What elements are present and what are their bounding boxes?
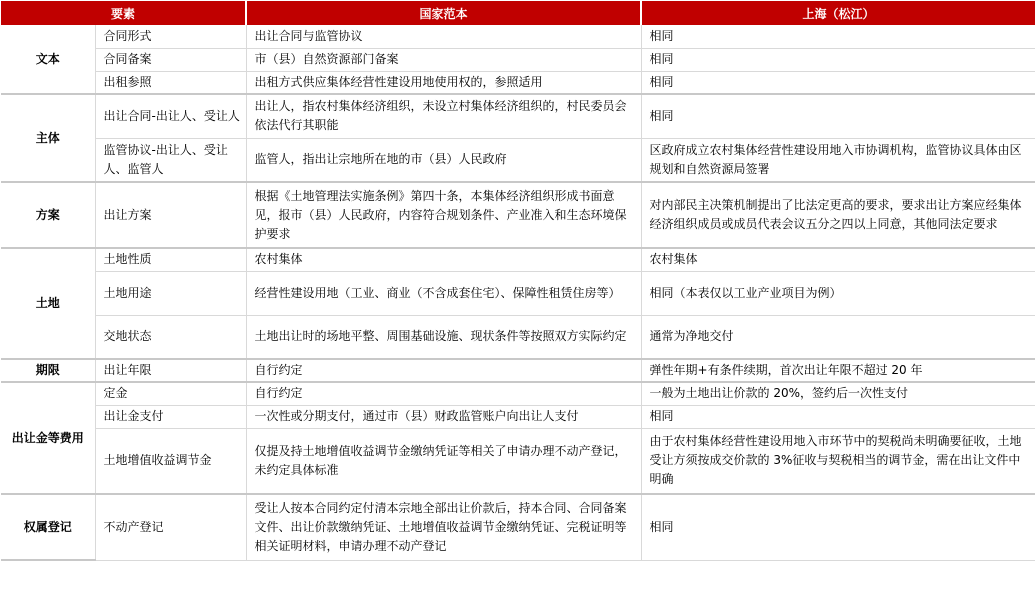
item-cell: 合同备案 <box>95 48 246 71</box>
shanghai-cell: 相同 <box>641 71 1035 94</box>
national-cell: 出租方式供应集体经营性建设用地使用权的，参照适用 <box>246 71 641 94</box>
shanghai-cell: 一般为土地出让价款的 20%，签约后一次性支付 <box>641 382 1035 405</box>
national-cell: 经营性建设用地（工业、商业（不含成套住宅）、保障性租赁住房等） <box>246 271 641 315</box>
header-element: 要素 <box>1 1 246 25</box>
table-row <box>1 248 1035 271</box>
shanghai-cell: 通常为净地交付 <box>641 315 1035 359</box>
table-row <box>1 271 1035 315</box>
table-row <box>1 94 1035 138</box>
table-row <box>1 48 1035 71</box>
header-shanghai-songjiang: 上海（松江） <box>641 1 1035 25</box>
group-label-fees: 出让金等费用 <box>1 382 95 494</box>
national-cell: 市（县）自然资源部门备案 <box>246 48 641 71</box>
shanghai-cell: 区政府成立农村集体经营性建设用地入市协调机构，监管协议具体由区规划和自然资源局签署 <box>641 138 1035 182</box>
item-cell: 不动产登记 <box>95 494 246 560</box>
shanghai-cell: 弹性年期+有条件续期，首次出让年限不超过 20 年 <box>641 359 1035 382</box>
national-cell: 自行约定 <box>246 359 641 382</box>
shanghai-cell: 相同 <box>641 94 1035 138</box>
national-cell: 仅提及持土地增值收益调节金缴纳凭证等相关了申请办理不动产登记，未约定具体标准 <box>246 428 641 494</box>
national-cell: 农村集体 <box>246 248 641 271</box>
group-label-term: 期限 <box>1 359 95 382</box>
table-row <box>1 428 1035 494</box>
group-label-text: 文本 <box>1 25 95 94</box>
table-row <box>1 359 1035 382</box>
item-cell: 出让年限 <box>95 359 246 382</box>
group-label-registration: 权属登记 <box>1 494 95 560</box>
header-national-template: 国家范本 <box>246 1 641 25</box>
item-cell: 土地性质 <box>95 248 246 271</box>
national-cell: 一次性或分期支付，通过市（县）财政监管账户向出让人支付 <box>246 405 641 428</box>
item-cell: 定金 <box>95 382 246 405</box>
item-cell: 出租参照 <box>95 71 246 94</box>
table-row <box>1 315 1035 359</box>
table-row <box>1 25 1035 48</box>
item-cell: 出让合同-出让人、受让人 <box>95 94 246 138</box>
item-cell: 交地状态 <box>95 315 246 359</box>
shanghai-cell: 对内部民主决策机制提出了比法定更高的要求，要求出让方案应经集体经济组织成员或成员代表会议五分之四以上同意，其他同法定要求 <box>641 182 1035 248</box>
item-cell: 出让金支付 <box>95 405 246 428</box>
shanghai-cell: 相同 <box>641 405 1035 428</box>
item-cell: 出让方案 <box>95 182 246 248</box>
shanghai-cell: 相同（本表仅以工业产业项目为例） <box>641 271 1035 315</box>
national-cell: 受让人按本合同约定付清本宗地全部出让价款后，持本合同、合同备案文件、出让价款缴纳凭证、土地增值收益调节金缴纳凭证、完税证明等相关证明材料，申请办理不动产登记 <box>246 494 641 560</box>
item-cell: 土地用途 <box>95 271 246 315</box>
group-label-plan: 方案 <box>1 182 95 248</box>
group-label-land: 土地 <box>1 248 95 359</box>
item-cell: 监管协议-出让人、受让人、监管人 <box>95 138 246 182</box>
group-label-subject: 主体 <box>1 94 95 182</box>
national-cell: 出让人，指农村集体经济组织，未设立村集体经济组织的，村民委员会依法代行其职能 <box>246 94 641 138</box>
item-cell: 合同形式 <box>95 25 246 48</box>
shanghai-cell: 农村集体 <box>641 248 1035 271</box>
shanghai-cell: 由于农村集体经营性建设用地入市环节中的契税尚未明确要征收，土地受让方须按成交价款的 3%征收与契税相当的调节金，需在出让文件中明确 <box>641 428 1035 494</box>
header-row <box>1 1 1035 25</box>
table-row <box>1 494 1035 560</box>
national-cell: 出让合同与监管协议 <box>246 25 641 48</box>
national-cell: 自行约定 <box>246 382 641 405</box>
shanghai-cell: 相同 <box>641 48 1035 71</box>
item-cell: 土地增值收益调节金 <box>95 428 246 494</box>
table-row <box>1 405 1035 428</box>
table-row <box>1 138 1035 182</box>
shanghai-cell: 相同 <box>641 25 1035 48</box>
shanghai-cell: 相同 <box>641 494 1035 560</box>
national-cell: 监管人，指出让宗地所在地的市（县）人民政府 <box>246 138 641 182</box>
comparison-table <box>1 1 1035 561</box>
table-row <box>1 71 1035 94</box>
national-cell: 土地出让时的场地平整、周围基础设施、现状条件等按照双方实际约定 <box>246 315 641 359</box>
table-row <box>1 382 1035 405</box>
table-row <box>1 182 1035 248</box>
national-cell: 根据《土地管理法实施条例》第四十条，本集体经济组织形成书面意见，报市（县）人民政府，内容符合规划条件、产业准入和生态环境保护要求 <box>246 182 641 248</box>
